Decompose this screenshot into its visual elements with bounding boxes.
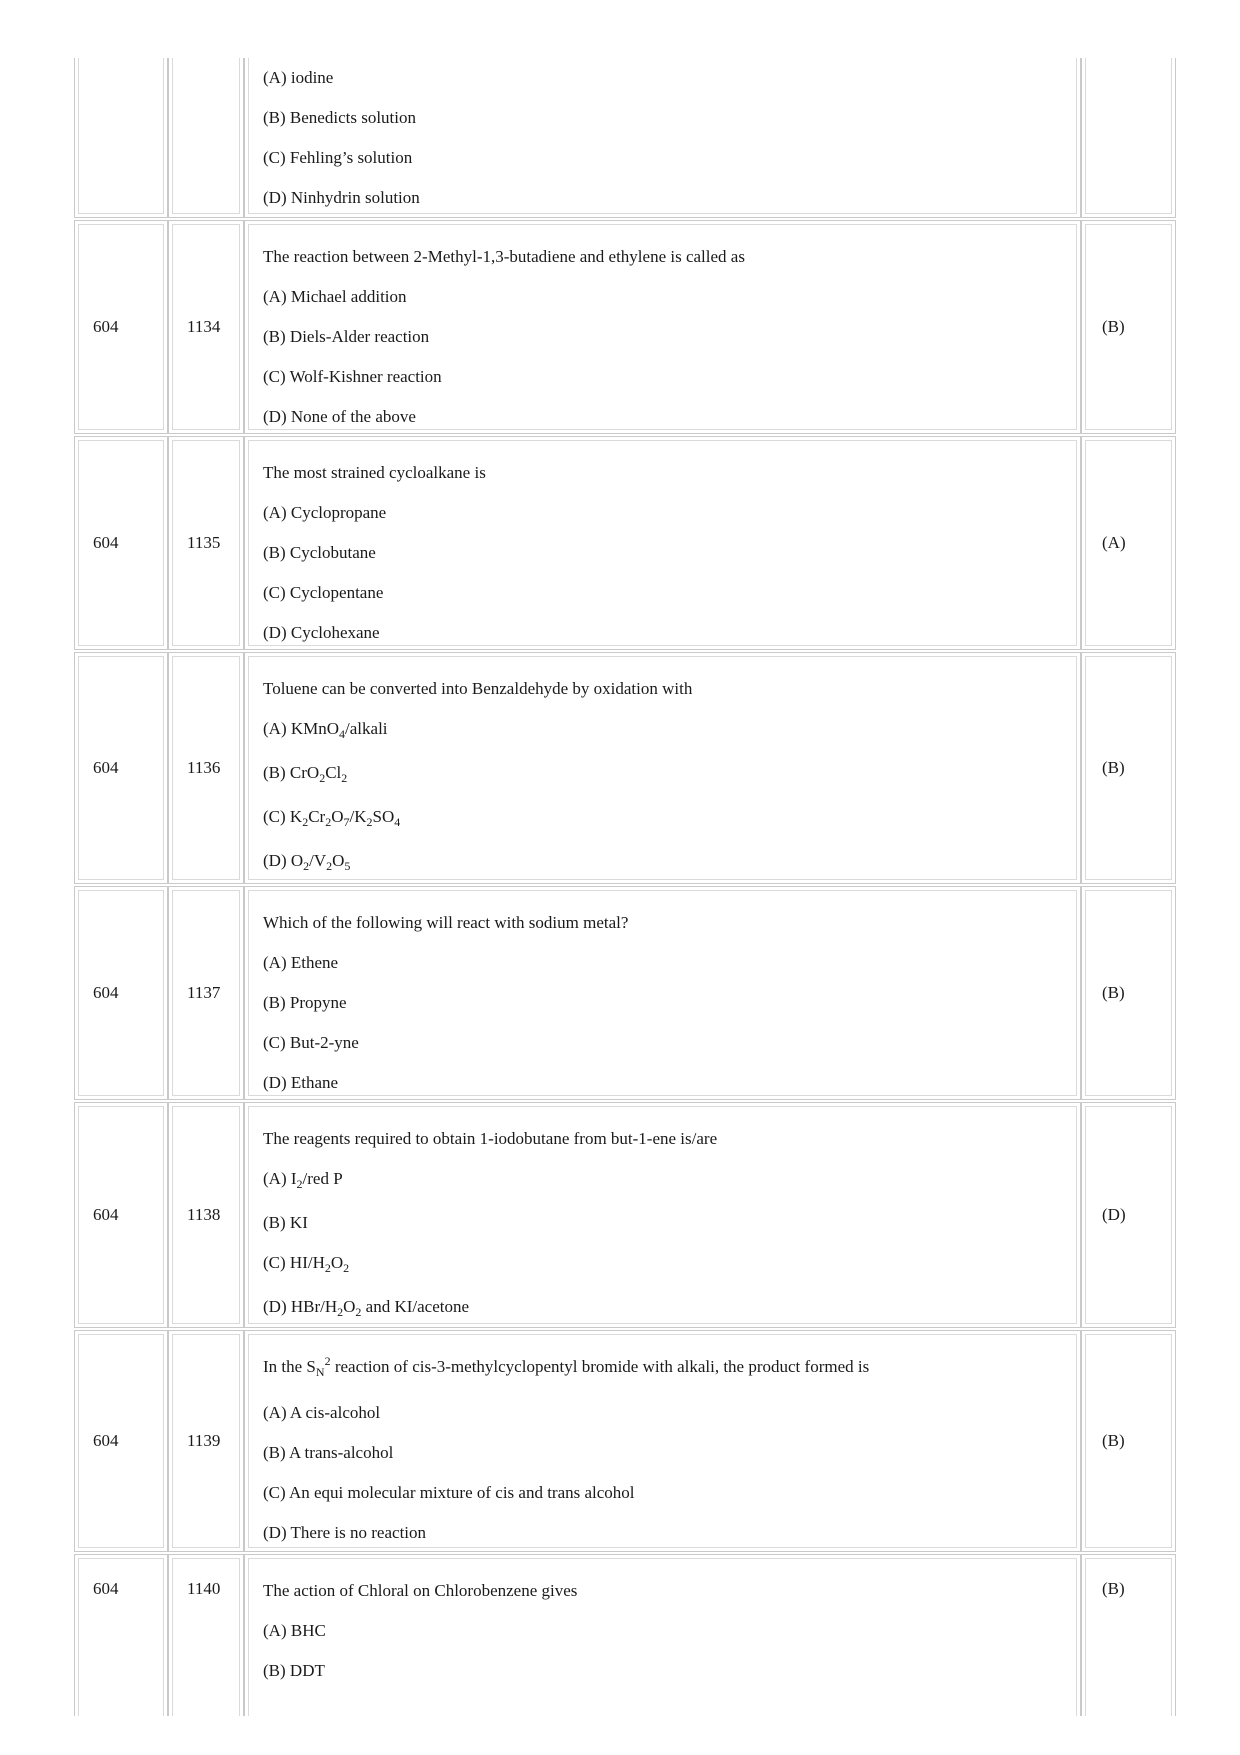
question-cell — [244, 652, 1081, 884]
option-d: (D) Cyclohexane — [263, 623, 380, 642]
question-number-cell — [168, 1102, 244, 1328]
question-cell — [244, 220, 1081, 434]
option-c: (C) Wolf-Kishner reaction — [263, 367, 442, 386]
table-row — [74, 220, 1170, 434]
answer-cell — [1081, 1554, 1176, 1716]
subject-code-cell — [74, 1102, 168, 1328]
option-a: (A) iodine — [263, 68, 334, 87]
question-text: Toluene can be converted into Benzaldehyde by oxidation with — [263, 679, 693, 698]
option-d: (D) Ethane — [263, 1073, 339, 1092]
answer-text: (B) — [1102, 983, 1125, 1002]
option-c: (C) An equi molecular mixture of cis and trans alcohol — [263, 1483, 635, 1502]
answer-cell — [1081, 220, 1176, 434]
option-a: (A) Michael addition — [263, 287, 407, 306]
option-c: (C) Fehling’s solution — [263, 148, 413, 167]
subject-code: 604 — [93, 533, 119, 552]
question-cell — [244, 886, 1081, 1100]
question-number: 1140 — [187, 1579, 221, 1598]
subject-code: 604 — [93, 983, 119, 1002]
option-b: (B) DDT — [263, 1661, 325, 1680]
subject-code: 604 — [93, 317, 119, 336]
answer-cell — [1081, 1330, 1176, 1552]
answer-cell — [1081, 1102, 1176, 1328]
table-row — [74, 58, 1170, 218]
subject-code-cell — [74, 886, 168, 1100]
answer-text: (A) — [1102, 533, 1126, 552]
option-d: (D) $O_2/V_2O_5$ — [263, 851, 351, 873]
question-number-cell — [168, 436, 244, 650]
table-row — [74, 1554, 1170, 1716]
subject-code-cell — [74, 436, 168, 650]
answer-text: (B) — [1102, 317, 1125, 336]
question-number-cell — [168, 652, 244, 884]
option-a: (A) A cis-alcohol — [263, 1403, 381, 1422]
question-number-cell — [168, 58, 244, 218]
option-d: (D) None of the above — [263, 407, 416, 426]
option-b: (B) $CrO_2Cl_2$ — [263, 763, 348, 785]
table-row — [74, 1330, 1170, 1552]
question-cell — [244, 436, 1081, 650]
table-row — [74, 886, 1170, 1100]
subject-code-cell — [74, 652, 168, 884]
subject-code: 604 — [93, 1431, 119, 1450]
question-cell — [244, 58, 1081, 218]
question-number: 1138 — [187, 1205, 221, 1224]
question-text: Which of the following will react with sodium metal? — [263, 913, 629, 932]
option-a: (A) Cyclopropane — [263, 503, 387, 522]
option-b: (B) Benedicts solution — [263, 108, 416, 127]
question-text: In the $S_N^2$ reaction of cis-3-methylcyclopentyl bromide with alkali, the product formed is — [263, 1354, 870, 1379]
question-number-cell — [168, 1554, 244, 1716]
option-d: (D) There is no reaction — [263, 1523, 427, 1542]
question-text: The reaction between 2-Methyl-1,3-butadiene and ethylene is called as — [263, 247, 745, 266]
question-text: The action of Chloral on Chlorobenzene gives — [263, 1581, 578, 1600]
table-row — [74, 436, 1170, 650]
question-cell — [244, 1554, 1081, 1716]
answer-text: (B) — [1102, 1579, 1125, 1598]
subject-code-cell — [74, 58, 168, 218]
subject-code-cell — [74, 1330, 168, 1552]
option-a: (A) KMnO$_4$/alkali — [263, 719, 388, 741]
question-number: 1137 — [187, 983, 221, 1002]
question-number: 1136 — [187, 758, 221, 777]
answer-cell — [1081, 652, 1176, 884]
option-c: (C) Cyclopentane — [263, 583, 384, 602]
question-cell — [244, 1102, 1081, 1328]
option-b: (B) Cyclobutane — [263, 543, 376, 562]
option-d: (D) HBr/$H_2O_2$ and KI/acetone — [263, 1297, 470, 1319]
question-text: The reagents required to obtain 1-iodobutane from but-1-ene is/are — [263, 1129, 718, 1148]
answer-cell — [1081, 58, 1176, 218]
question-number: 1135 — [187, 533, 221, 552]
subject-code: 604 — [93, 758, 119, 777]
option-a: (A) Ethene — [263, 953, 339, 972]
subject-code-cell — [74, 1554, 168, 1716]
question-number-cell — [168, 886, 244, 1100]
subject-code-cell — [74, 220, 168, 434]
option-d: (D) Ninhydrin solution — [263, 188, 420, 207]
option-a: (A) $I_2$/red P — [263, 1169, 343, 1191]
option-a: (A) BHC — [263, 1621, 326, 1640]
question-cell — [244, 1330, 1081, 1552]
question-text: The most strained cycloalkane is — [263, 463, 486, 482]
answer-text: (B) — [1102, 1431, 1125, 1450]
option-b: (B) Diels-Alder reaction — [263, 327, 430, 346]
option-c: (C) $K_2Cr_2O_7/K_2SO_4$ — [263, 807, 401, 829]
option-b: (B) A trans-alcohol — [263, 1443, 394, 1462]
answer-text: (D) — [1102, 1205, 1126, 1224]
question-number-cell — [168, 1330, 244, 1552]
question-number-cell — [168, 220, 244, 434]
table-row — [74, 1102, 1170, 1328]
table-row — [74, 652, 1170, 884]
option-b: (B) Propyne — [263, 993, 347, 1012]
option-c: (C) But-2-yne — [263, 1033, 359, 1052]
question-number: 1134 — [187, 317, 221, 336]
option-c: (C) $HI/H_2O_2$ — [263, 1253, 350, 1275]
subject-code: 604 — [93, 1205, 119, 1224]
question-number: 1139 — [187, 1431, 221, 1450]
answer-cell — [1081, 886, 1176, 1100]
answer-cell — [1081, 436, 1176, 650]
option-b: (B) KI — [263, 1213, 308, 1232]
subject-code: 604 — [93, 1579, 119, 1598]
answer-text: (B) — [1102, 758, 1125, 777]
